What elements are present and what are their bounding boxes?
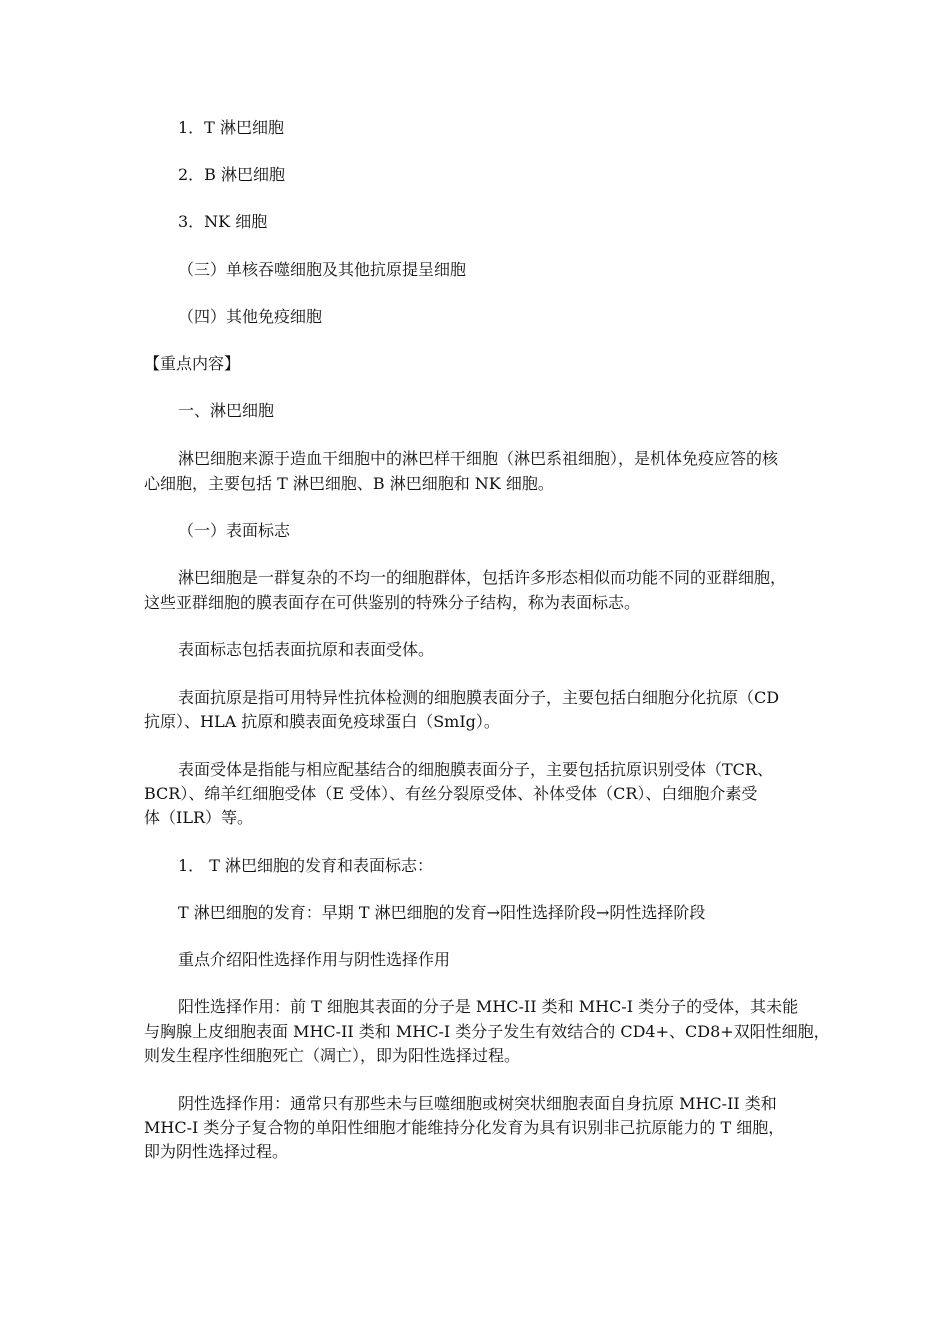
- surface-receptor-line2: BCR）、绵羊红细胞受体（E 受体）、有丝分裂原受体、补体受体（CR）、白细胞介素受: [144, 784, 758, 803]
- intro-paragraph-line2: 心细胞，主要包括 T 淋巴细胞、B 淋巴细胞和 NK 细胞。: [144, 474, 554, 493]
- marker-definition-line2: 这些亚群细胞的膜表面存在可供鉴别的特殊分子结构，称为表面标志。: [144, 593, 641, 612]
- outline-item-other-immune-cells: （四）其他免疫细胞: [178, 307, 323, 326]
- t-cell-development-title: 1． T 淋巴细胞的发育和表面标志：: [178, 856, 434, 875]
- focus-selection-text: 重点介绍阳性选择作用与阴性选择作用: [178, 950, 451, 969]
- negative-selection-line2: MHC-I 类分子复合物的单阳性细胞才能维持分化发育为具有识别非己抗原能力的 T 细胞，: [144, 1118, 785, 1137]
- surface-receptor-line1: 表面受体是指能与相应配基结合的细胞膜表面分子，主要包括抗原识别受体（TCR、: [178, 760, 773, 779]
- key-content-label: 【重点内容】: [144, 354, 241, 373]
- intro-paragraph-line1: 淋巴细胞来源于造血干细胞中的淋巴样干细胞（淋巴系祖细胞），是机体免疫应答的核: [178, 449, 779, 468]
- positive-selection-line3: 则发生程序性细胞死亡（凋亡），即为阳性选择过程。: [144, 1046, 521, 1065]
- surface-antigen-line1: 表面抗原是指可用特异性抗体检测的细胞膜表面分子，主要包括白细胞分化抗原（CD: [178, 688, 780, 707]
- outline-item-nk-cells: 3．NK 细胞: [178, 212, 268, 231]
- outline-item-monocyte-apc: （三）单核吞噬细胞及其他抗原提呈细胞: [178, 260, 467, 279]
- section-title-lymphocytes: 一、淋巴细胞: [178, 401, 275, 420]
- t-cell-development-text: T 淋巴细胞的发育：早期 T 淋巴细胞的发育→阳性选择阶段→阴性选择阶段: [178, 903, 706, 922]
- surface-antigen-line2: 抗原）、HLA 抗原和膜表面免疫球蛋白（SmIg）。: [144, 712, 500, 731]
- outline-item-t-cells: 1．T 淋巴细胞: [178, 118, 284, 137]
- marker-definition-line1: 淋巴细胞是一群复杂的不均一的细胞群体，包括许多形态相似而功能不同的亚群细胞，: [178, 568, 787, 587]
- positive-selection-line2: 与胸腺上皮细胞表面 MHC-II 类和 MHC-I 类分子发生有效结合的 CD4+、CD8+双阳性细胞，: [144, 1022, 830, 1041]
- subsection-title-surface-markers: （一）表面标志: [178, 521, 291, 540]
- outline-item-b-cells: 2．B 淋巴细胞: [178, 165, 286, 184]
- marker-types-paragraph: 表面标志包括表面抗原和表面受体。: [178, 640, 435, 659]
- positive-selection-line1: 阳性选择作用：前 T 细胞其表面的分子是 MHC-II 类和 MHC-I 类分子的受体，其未能: [178, 997, 799, 1016]
- negative-selection-line1: 阴性选择作用：通常只有那些未与巨噬细胞或树突状细胞表面自身抗原 MHC-II 类和: [178, 1094, 777, 1113]
- negative-selection-line3: 即为阴性选择过程。: [144, 1142, 289, 1161]
- surface-receptor-line3: 体（ILR）等。: [144, 808, 253, 827]
